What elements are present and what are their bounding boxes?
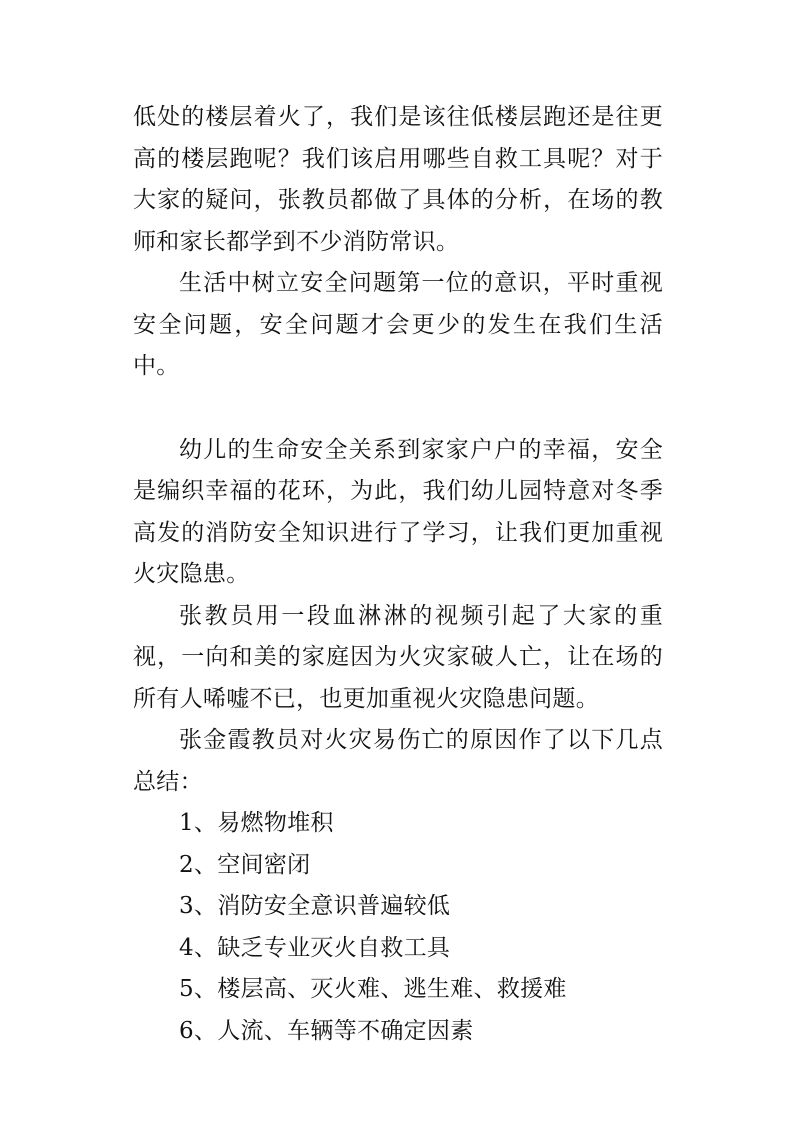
list-item: 1、易燃物堆积 [179, 810, 334, 836]
paragraph-child-safety-intro: 幼儿的生命安全关系到家家户户的幸福，安全是编织幸福的花环，为此，我们幼儿园特意对冬季高发的消防安全知识进行了学习，让我们更加重视火灾隐患。 [133, 436, 663, 587]
section-spacer [133, 388, 663, 430]
paragraph-video-warning: 张教员用一段血淋淋的视频引起了大家的重视，一向和美的家庭因为火灾家破人亡，让在场的所有人唏嘘不已，也更加重视火灾隐患问题。 [133, 602, 663, 712]
paragraph-safety-awareness: 生活中树立安全问题第一位的意识，平时重视安全问题，安全问题才会更少的发生在我们生活中。 [133, 270, 663, 379]
list-item: 5、楼层高、灭火难、逃生难、救援难 [179, 976, 567, 1002]
paragraph-fire-escape-questions: 低处的楼层着火了，我们是该往低楼层跑还是往更高的楼层跑呢？我们该启用哪些自救工具呢？对于大家的疑问，张教员都做了具体的分析，在场的教师和家长都学到不少消防常识。 [133, 104, 663, 255]
list-item: 6、人流、车辆等不确定因素 [179, 1017, 474, 1044]
causes-list [133, 803, 663, 1052]
document-body [133, 97, 663, 1052]
list-item: 2、空间密闭 [179, 851, 311, 878]
list-item: 3、消防安全意识普遍较低 [179, 893, 451, 919]
paragraph-summary-intro: 张金霞教员对火灾易伤亡的原因作了以下几点总结： [133, 727, 663, 795]
list-item: 4、缺乏专业灭火自救工具 [179, 934, 451, 961]
